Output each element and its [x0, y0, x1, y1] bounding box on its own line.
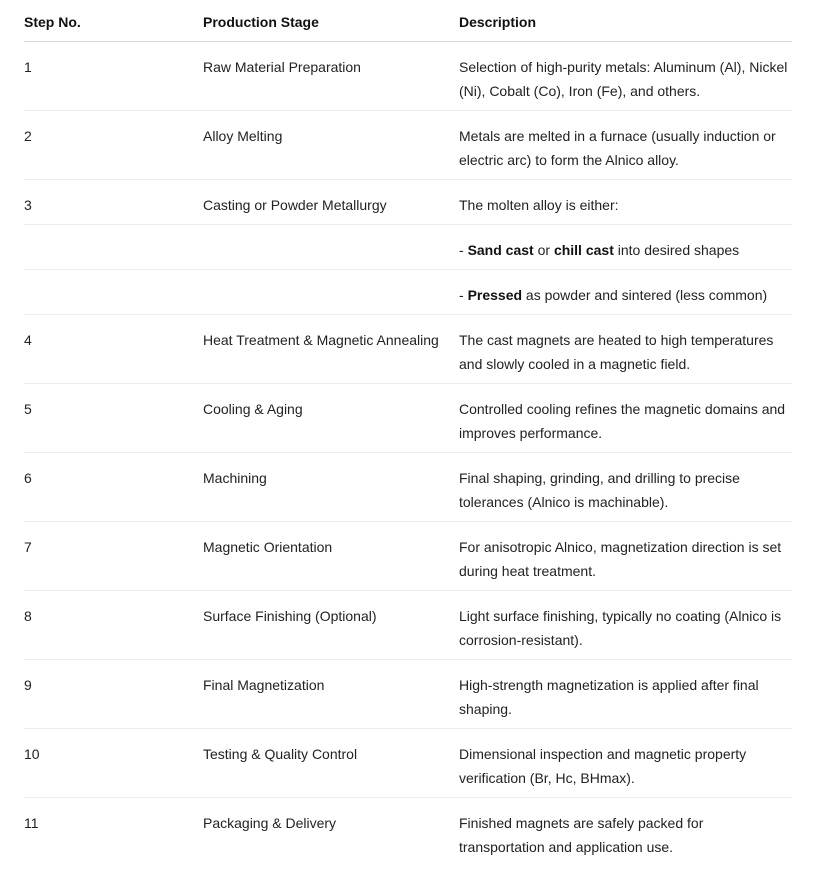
cell-step: 6 — [24, 470, 32, 486]
cell-step: 3 — [24, 197, 32, 213]
desc-bold-pressed: Pressed — [467, 287, 523, 303]
cell-description: The cast magnets are heated to high temperatures and slowly cooled in a magnetic field. — [459, 332, 774, 372]
desc-suffix: into desired shapes — [613, 242, 740, 258]
header-step-no: Step No. — [24, 14, 81, 30]
cell-stage: Heat Treatment & Magnetic Annealing — [203, 332, 439, 348]
cell-step: 5 — [24, 401, 32, 417]
table-row — [24, 315, 792, 384]
header-production-stage: Production Stage — [203, 14, 319, 30]
cell-stage: Magnetic Orientation — [203, 539, 333, 555]
cell-description: Metals are melted in a furnace (usually induction or electric arc) to form the Alnico alloy. — [459, 128, 776, 168]
cell-stage: Cooling & Aging — [203, 401, 303, 417]
desc-mid: or — [533, 242, 554, 258]
cell-description: The molten alloy is either: — [459, 197, 619, 213]
desc-bold-chill-cast: chill cast — [553, 242, 614, 258]
cell-stage: Packaging & Delivery — [203, 815, 337, 831]
table-row — [24, 591, 792, 660]
production-stages-table — [24, 0, 792, 867]
table-row — [24, 729, 792, 798]
cell-description: Finished magnets are safely packed for transportation and application use. — [459, 815, 704, 855]
cell-description: Selection of high-purity metals: Aluminum (Al), Nickel (Ni), Cobalt (Co), Iron (Fe), and others. — [459, 59, 788, 99]
cell-stage: Testing & Quality Control — [203, 746, 358, 762]
table-row — [24, 111, 792, 180]
cell-step: 9 — [24, 677, 32, 693]
cell-step: 2 — [24, 128, 32, 144]
table-row — [24, 180, 792, 225]
cell-stage: Final Magnetization — [203, 677, 325, 693]
desc-bold-sand-cast: Sand cast — [467, 242, 534, 258]
table-header — [24, 0, 792, 42]
cell-stage: Alloy Melting — [203, 128, 283, 144]
header-description: Description — [459, 14, 537, 30]
table-row — [24, 42, 792, 111]
table-row — [24, 225, 792, 270]
cell-description — [459, 238, 792, 262]
cell-step: 11 — [24, 815, 39, 831]
table-row — [24, 453, 792, 522]
cell-description: Final shaping, grinding, and drilling to precise tolerances (Alnico is machinable). — [459, 470, 740, 510]
cell-stage: Machining — [203, 470, 267, 486]
cell-stage: Raw Material Preparation — [203, 59, 361, 75]
desc-prefix: - — [459, 287, 468, 303]
desc-suffix: as powder and sintered (less common) — [522, 287, 768, 303]
cell-description: For anisotropic Alnico, magnetization direction is set during heat treatment. — [459, 539, 782, 579]
cell-description — [459, 283, 792, 307]
cell-description: Dimensional inspection and magnetic property verification (Br, Hc, BHmax). — [459, 746, 747, 786]
table-row — [24, 270, 792, 315]
table-row — [24, 384, 792, 453]
cell-description: High-strength magnetization is applied after final shaping. — [459, 677, 759, 717]
table-row — [24, 798, 792, 867]
cell-step: 8 — [24, 608, 32, 624]
table-row — [24, 660, 792, 729]
cell-step: 10 — [24, 746, 40, 762]
cell-description: Controlled cooling refines the magnetic domains and improves performance. — [459, 401, 786, 441]
desc-prefix: - — [459, 242, 468, 258]
cell-stage: Surface Finishing (Optional) — [203, 608, 377, 624]
cell-step: 4 — [24, 332, 32, 348]
cell-step: 1 — [24, 59, 32, 75]
table-row — [24, 522, 792, 591]
cell-step: 7 — [24, 539, 32, 555]
cell-stage: Casting or Powder Metallurgy — [203, 197, 387, 213]
cell-description: Light surface finishing, typically no coating (Alnico is corrosion-resistant). — [459, 608, 782, 648]
